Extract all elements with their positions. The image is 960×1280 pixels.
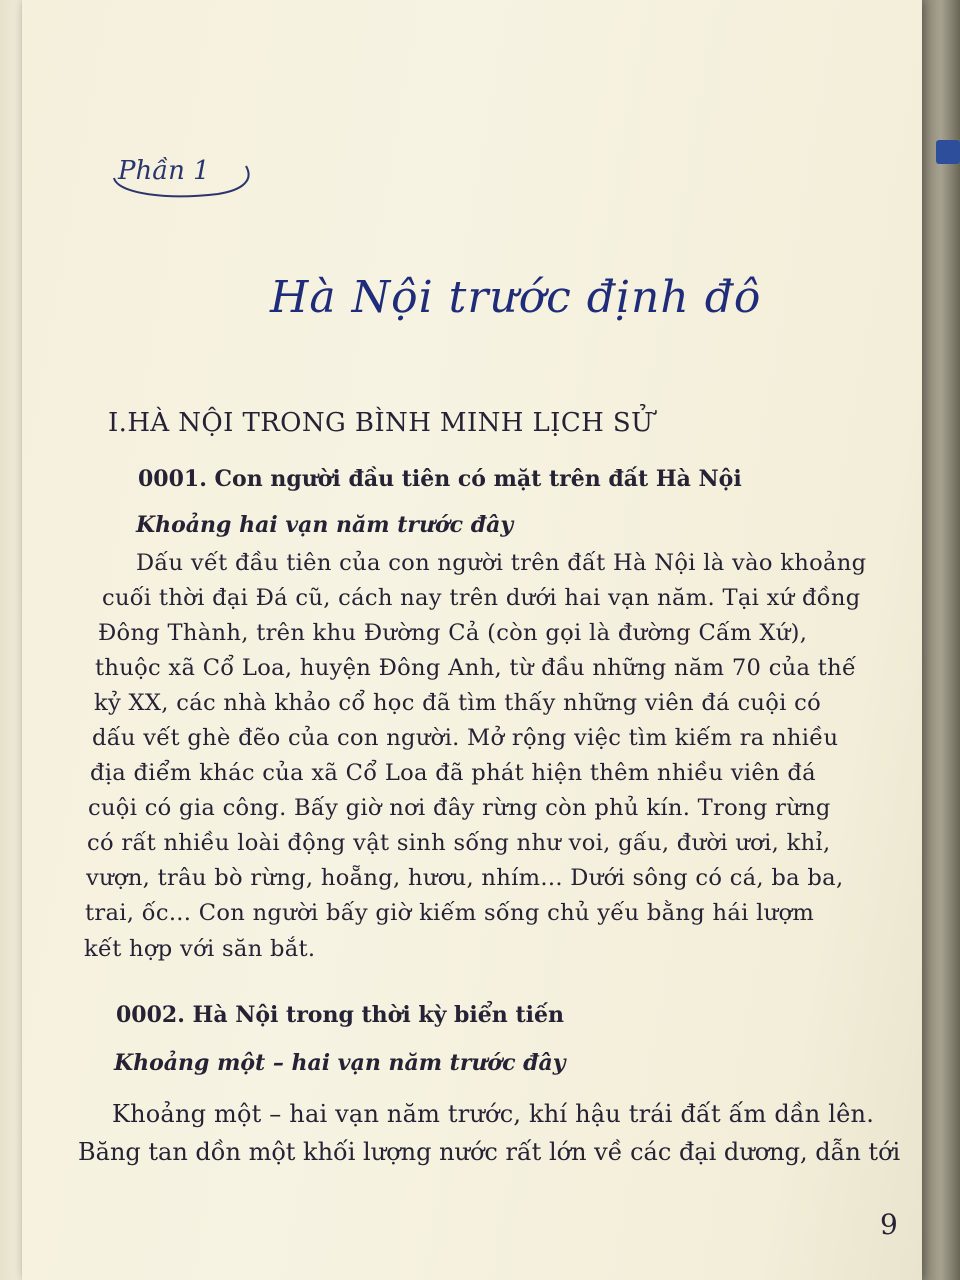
blue-object	[936, 140, 960, 164]
body-line: Khoảng một – hai vạn năm trước, khí hậu trái đất ấm dần lên.	[112, 1100, 875, 1128]
entry-subheading: Khoảng hai vạn năm trước đây	[136, 512, 514, 538]
body-line: Đông Thành, trên khu Đường Cả (còn gọi là đường Cấm Xứ),	[98, 620, 808, 646]
body-line: kỷ XX, các nhà khảo cổ học đã tìm thấy những viên đá cuội có	[94, 690, 822, 716]
body-line: dấu vết ghè đẽo của con người. Mở rộng việc tìm kiếm ra nhiều	[92, 725, 839, 751]
page-number: 9	[880, 1208, 898, 1241]
part-label: Phần 1	[118, 156, 210, 186]
entry-heading: 0001. Con người đầu tiên có mặt trên đất Hà Nội	[138, 466, 742, 492]
part-title: Hà Nội trước định đô	[270, 272, 762, 323]
body-line: thuộc xã Cổ Loa, huyện Đông Anh, từ đầu những năm 70 của thế	[95, 655, 857, 681]
body-line: cuối thời đại Đá cũ, cách nay trên dưới hai vạn năm. Tại xứ đồng	[102, 585, 861, 611]
body-line: vượn, trâu bò rừng, hoẵng, hươu, nhím... Dưới sông có cá, ba ba,	[86, 865, 844, 891]
body-line: có rất nhiều loài động vật sinh sống như voi, gấu, đười ươi, khỉ,	[87, 830, 831, 856]
body-line: địa điểm khác của xã Cổ Loa đã phát hiện thêm nhiều viên đá	[90, 760, 816, 786]
body-line: Dấu vết đầu tiên của con người trên đất Hà Nội là vào khoảng	[136, 550, 867, 576]
section-heading: I.HÀ NỘI TRONG BÌNH MINH LỊCH SỬ	[108, 408, 654, 438]
entry-heading: 0002. Hà Nội trong thời kỳ biển tiến	[116, 1002, 564, 1028]
body-line: cuội có gia công. Bấy giờ nơi đây rừng còn phủ kín. Trong rừng	[88, 795, 831, 821]
right-background-strip	[922, 0, 960, 1280]
body-line: trai, ốc... Con người bấy giờ kiếm sống chủ yếu bằng hái lượm	[85, 900, 815, 926]
body-line: Băng tan dồn một khối lượng nước rất lớn về các đại dương, dẫn tới	[78, 1138, 901, 1166]
entry-subheading: Khoảng một – hai vạn năm trước đây	[114, 1050, 566, 1076]
body-line: kết hợp với săn bắt.	[84, 936, 316, 962]
